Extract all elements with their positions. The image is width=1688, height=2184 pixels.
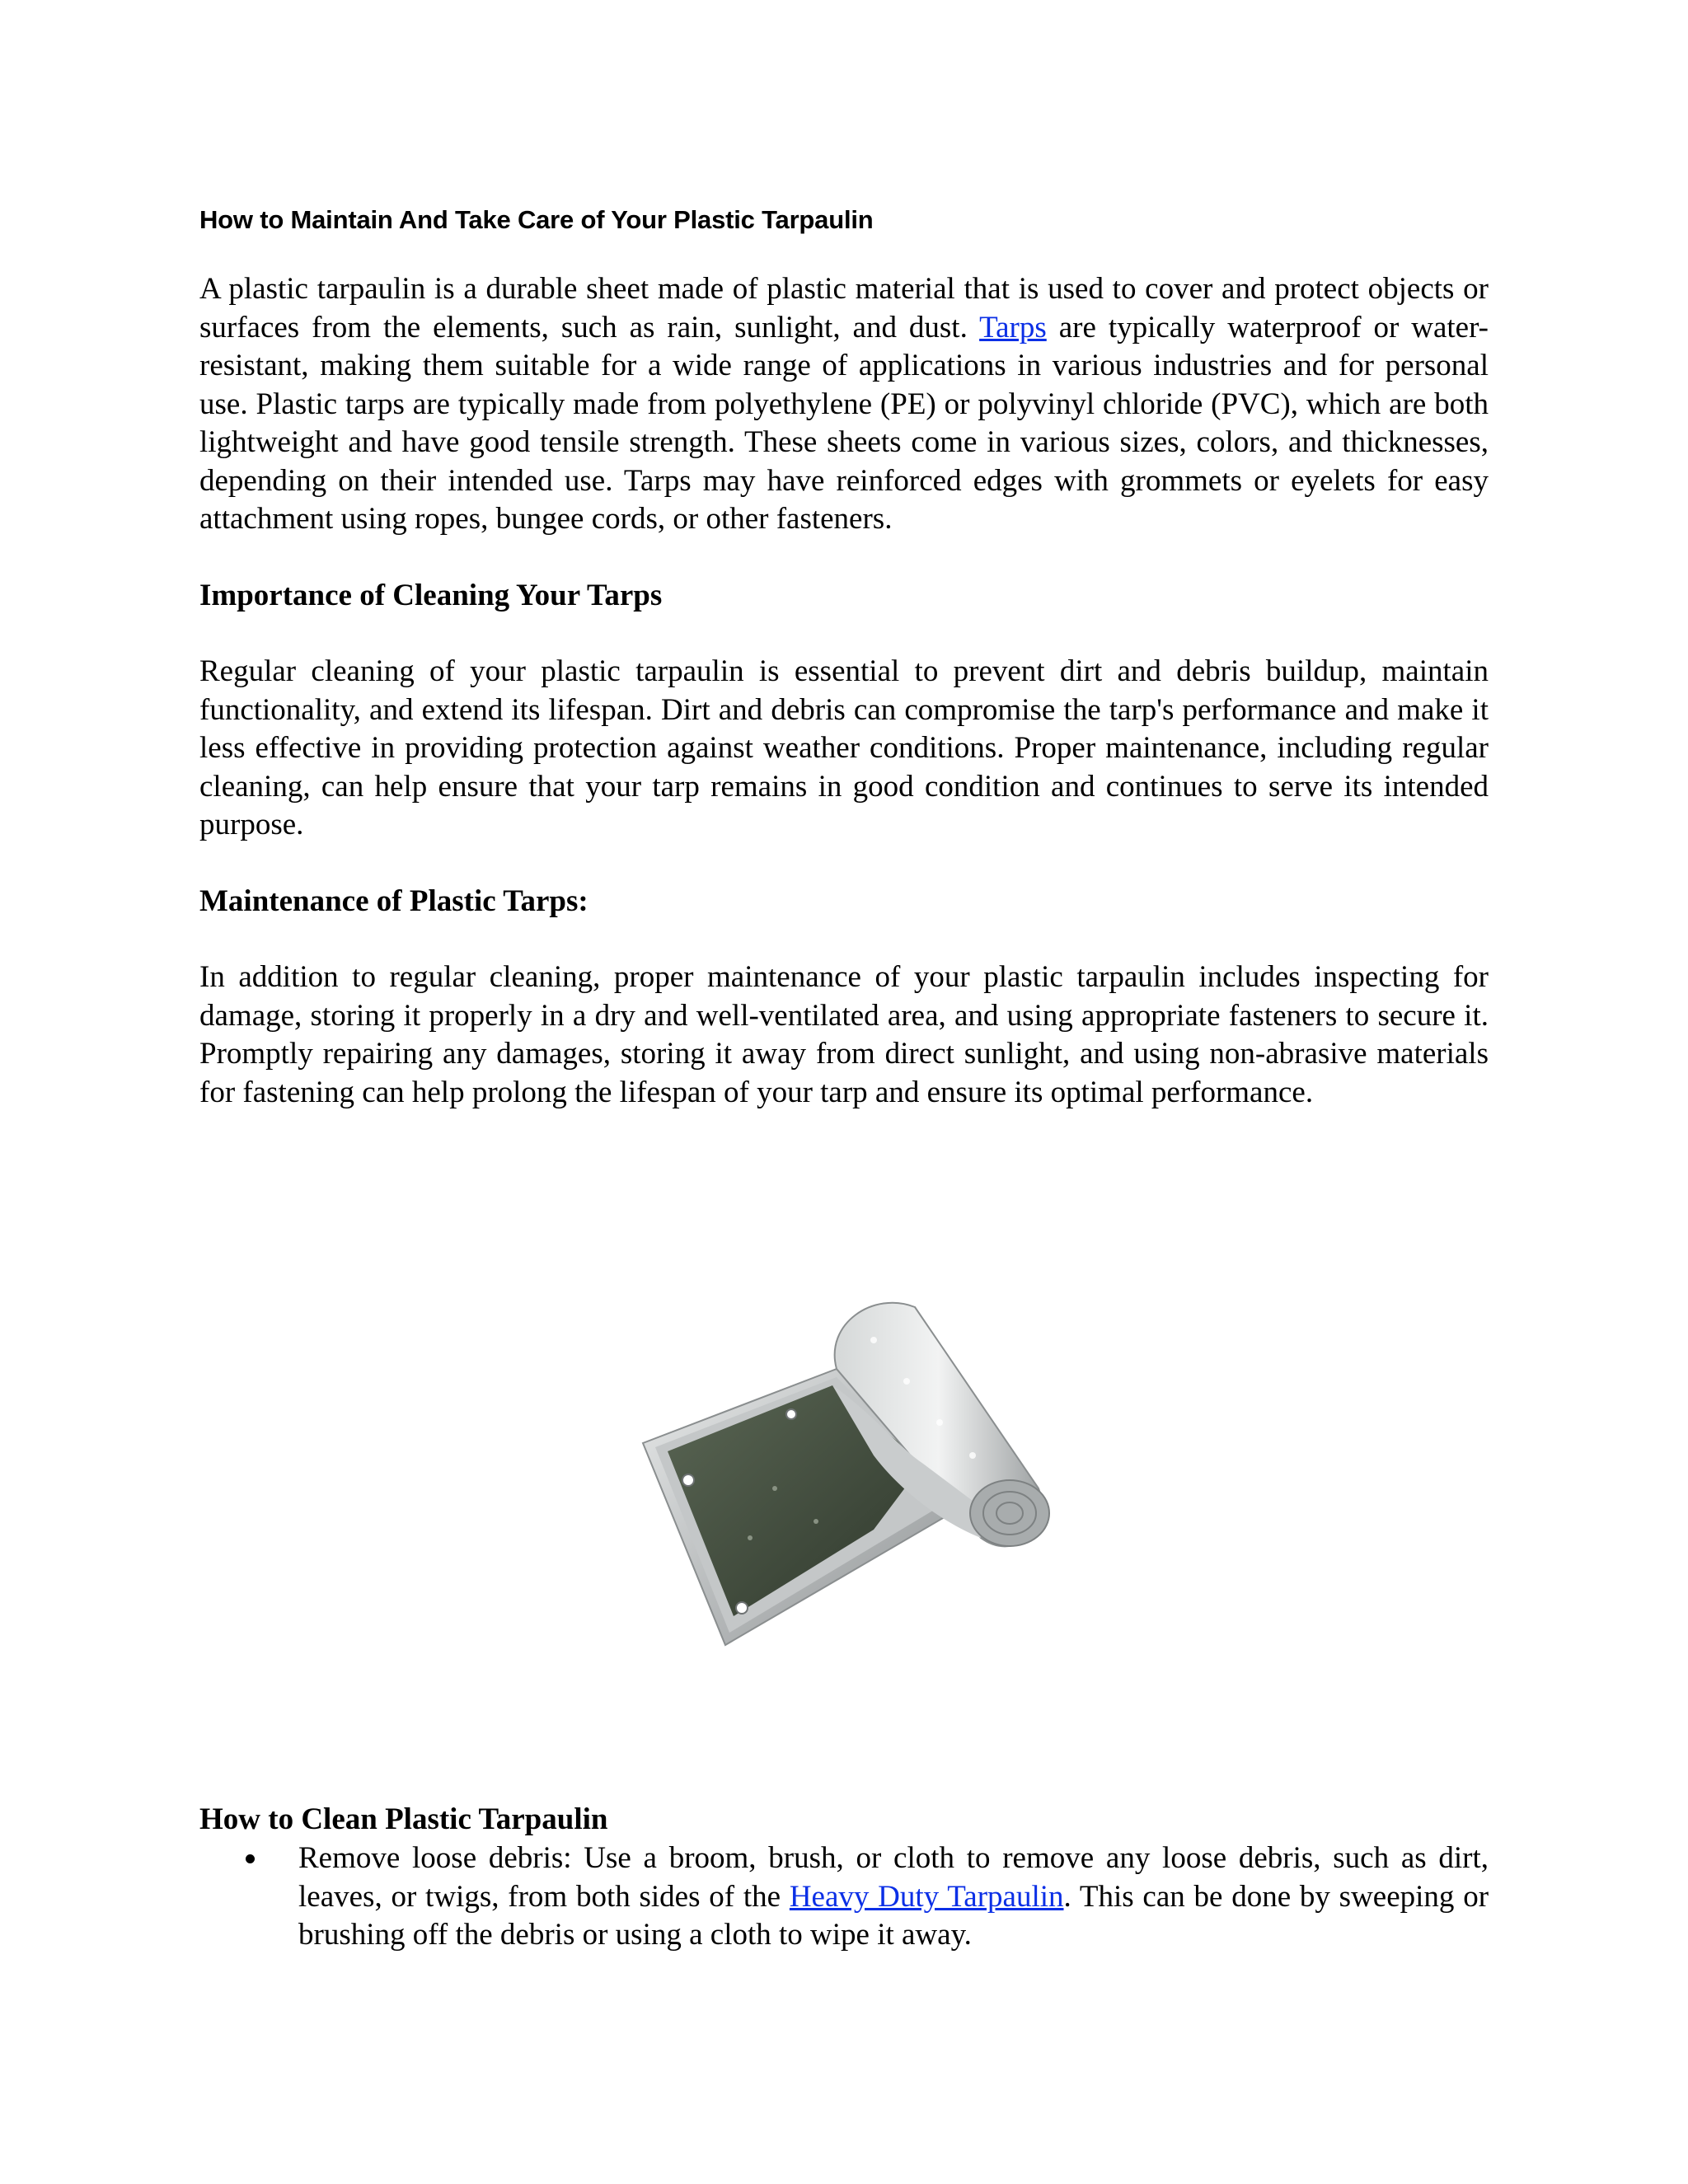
list-item: [199, 1840, 1489, 1955]
tarpaulin-image: [626, 1291, 1055, 1658]
intro-text-part2: are typically waterproof or water-resistant, making them suitable for a wide range of applications in various industries and for personal use. Plastic tarps are typically made from polyethylene (PE) or polyvinyl chloride (PVC), which are both lightweight and have good tensile strength. These sheets come in various sizes, colors, and thicknesses, depending on their intended use. Tarps may have reinforced edges with grommets or eyelets for easy attachment using ropes, bungee cords, or other fasteners.: [199, 310, 1489, 536]
tarps-link[interactable]: Tarps: [979, 310, 1047, 344]
maintenance-paragraph: In addition to regular cleaning, proper maintenance of your plastic tarpaulin includes inspecting for damage, storing it properly in a dry and well-ventilated area, and using appropriate fasteners to secure it. Promptly repairing any damages, storing it away from direct sunlight, and using non-abrasive materials for fastening can help prolong the lifespan of your tarp and ensure its optimal performance.: [199, 960, 1489, 1109]
step-text-part2: . This can be done by sweeping or brushing off the debris or using a cloth to wipe it away.: [298, 1879, 1489, 1952]
cleaning-steps-list: [199, 1840, 1489, 1955]
intro-paragraph: [199, 270, 1489, 539]
cleaning-importance-heading: Importance of Cleaning Your Tarps: [199, 578, 663, 612]
maintenance-heading: Maintenance of Plastic Tarps:: [199, 883, 588, 918]
cleaning-step-text: [298, 1840, 1489, 1955]
cleaning-importance-paragraph: Regular cleaning of your plastic tarpaulin is essential to prevent dirt and debris buildup, maintain functionality, and extend its lifespan. Dirt and debris can compromise the tarp's performance and make it less effective in providing protection against weather conditions. Proper maintenance, including regular cleaning, can help ensure that your tarp remains in good condition and continues to serve its intended purpose.: [199, 654, 1489, 841]
document-content: [199, 194, 1489, 1112]
how-to-clean-heading: How to Clean Plastic Tarpaulin: [199, 1802, 608, 1836]
step-text-part1: Remove loose debris: Use a broom, brush, or cloth to remove any loose debris, such as dirt, leaves, or twigs, from both sides of the: [298, 1841, 1489, 1914]
page-title: How to Maintain And Take Care of Your Plastic Tarpaulin: [199, 205, 874, 234]
heavy-duty-tarpaulin-link[interactable]: Heavy Duty Tarpaulin: [789, 1879, 1064, 1914]
bullet-icon: [246, 1854, 255, 1863]
intro-text-part1: A plastic tarpaulin is a durable sheet made of plastic material that is used to cover and protect objects or surfaces from the elements, such as rain, sunlight, and dust.: [199, 272, 1489, 344]
